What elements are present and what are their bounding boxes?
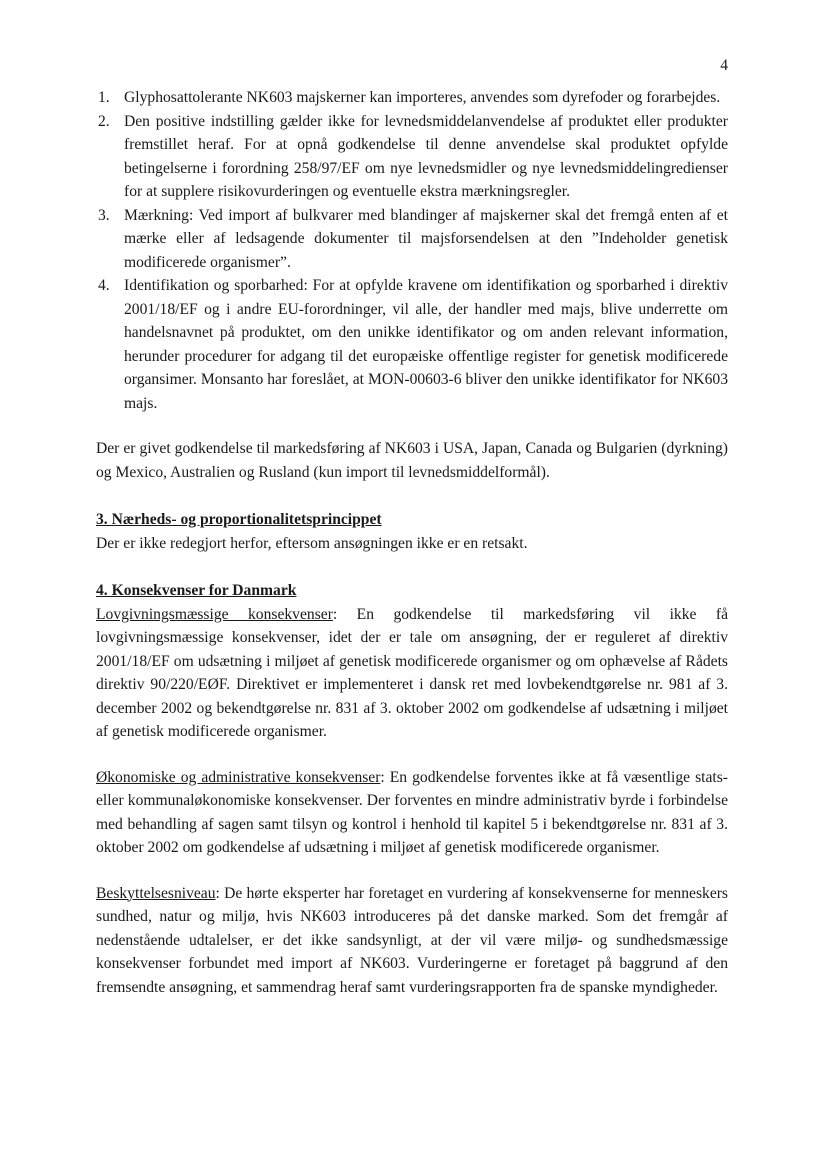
condition-item — [96, 204, 728, 275]
economic-consequences-label: Økonomiske og administrative konsekvenser — [96, 768, 381, 786]
economic-consequences-text: : En godkendelse forventes ikke at få væsentlige stats- eller kommunaløkonomiske konsekvenser. Der forventes en mindre administrativ byrde i forbindelse med behandling af sagen samt tilsyn og kontrol i henhold til kapitel 5 i bekendtgørelse nr. 831 af 3. oktober 2002 om godkendelse af udsætning i miljøet af genetisk modificerede organismer. — [96, 768, 728, 856]
condition-text: Den positive indstilling gælder ikke for levnedsmiddelanvendelse af produktet eller produkter fremstillet heraf. For at opnå godkendelse til denne anvendelse skal produktet opfylde betingelserne i forordning 258/97/EF om nye levnedsmidler og nye levnedsmiddelingredienser for at supplere risikovurderingen og eventuelle ekstra mærkningsregler. — [124, 112, 728, 200]
legislative-consequences-label: Lovgivningsmæssige konsekvenser — [96, 605, 333, 623]
condition-item — [96, 274, 728, 415]
legislative-consequences-text: : En godkendelse til markedsføring vil ikke få lovgivningsmæssige konsekvenser, idet der er tale om ansøgning, der er reguleret af direktiv 2001/18/EF om udsætning i miljøet af genetisk modificerede organismer og om ophævelse af Rådets direktiv 90/220/EØF. Direktivet er implementeret i dansk ret med lovbekendtgørelse nr. 981 af 3. december 2002 og bekendtgørelse nr. 831 af 3. oktober 2002 om godkendelse af udsætning i miljøet af genetisk modificerede organismer. — [96, 605, 729, 740]
protection-level-text: : De hørte eksperter har foretaget en vurdering af konsekvenserne for menneskers sundhed, natur og miljø, hvis NK603 introduceres på det danske marked. Som det fremgår af nedenstående udtalelser, er det ikke sandsynligt, at der vil være miljø- og sundhedsmæssige konsekvenser forbundet med import af NK603. Vurderingerne er foretaget på baggrund af den fremsendte ansøgning, et sammendrag heraf samt vurderingsrapporten fra de spanske myndigheder. — [96, 884, 728, 996]
conditions-list — [96, 86, 728, 415]
condition-text: Identifikation og sporbarhed: For at opfylde kravene om identifikation og sporbarhed i direktiv 2001/18/EF og i andre EU-forordninger, vil alle, der handler med majs, blive underrette om handelsnavnet på produktet, om den unikke identifikator og om anden relevant information, herunder procedurer for adgang til det europæiske offentlige register for genetisk modificerede organsimer. Monsanto har foreslået, at MON-00603-6 bliver den unikke identifikator for NK603 majs. — [124, 277, 728, 412]
page-number: 4 — [720, 57, 728, 74]
condition-number: 1. — [98, 89, 110, 106]
condition-text: Mærkning: Ved import af bulkvarer med blandinger af majskerner skal det fremgå enten af et mærke eller af ledsagende dokumenter til majsforsendelsen at den ”Indeholder genetisk modificerede organismer”. — [124, 206, 728, 271]
condition-item — [96, 86, 728, 110]
condition-number: 2. — [98, 112, 110, 130]
condition-item — [96, 110, 728, 204]
condition-number: 4. — [98, 277, 110, 294]
legislative-consequences-paragraph — [96, 603, 728, 744]
section-3-text: Der er ikke redegjort herfor, eftersom ansøgningen ikke er en retsakt. — [96, 534, 528, 552]
economic-consequences-paragraph — [96, 766, 728, 860]
section-3-heading: 3. Nærheds- og proportionalitetsprincippet — [96, 511, 382, 528]
protection-level-label: Beskyttelsesniveau — [96, 884, 216, 902]
condition-number: 3. — [98, 206, 110, 224]
section-4-heading: 4. Konsekvenser for Danmark — [96, 582, 297, 599]
condition-text: Glyphosattolerante NK603 majskerner kan importeres, anvendes som dyrefoder og forarbejdes. — [124, 89, 721, 106]
document-body — [96, 56, 728, 999]
protection-level-paragraph — [96, 882, 728, 1000]
approvals-paragraph: Der er givet godkendelse til markedsføring af NK603 i USA, Japan, Canada og Bulgarien (dyrkning) og Mexico, Australien og Rusland (kun import til levnedsmiddelformål). — [96, 440, 728, 481]
